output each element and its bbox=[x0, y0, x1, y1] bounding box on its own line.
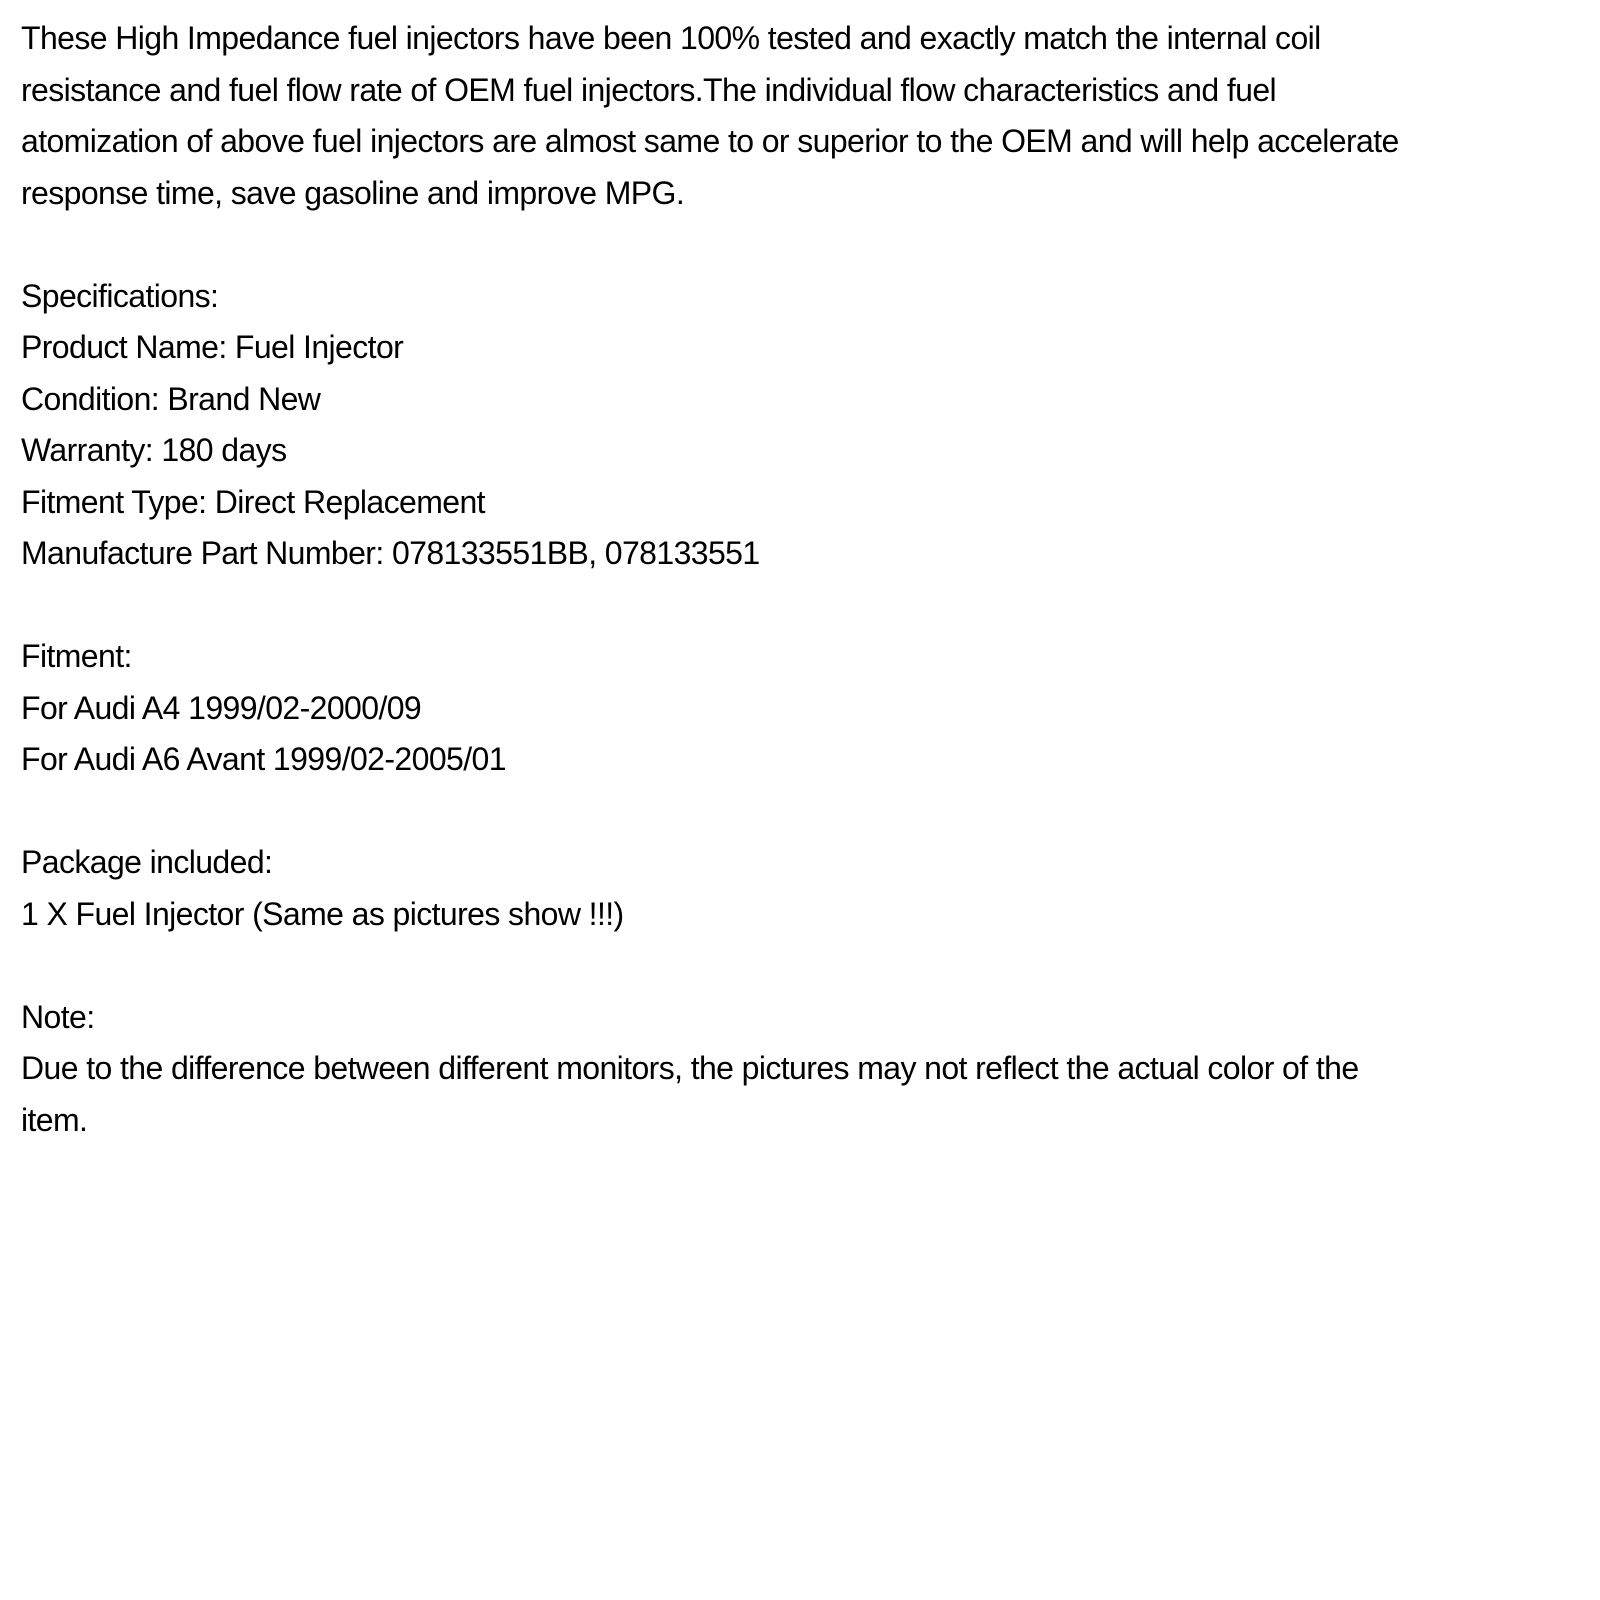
note-line: item. bbox=[21, 1101, 88, 1138]
intro-line: These High Impedance fuel injectors have been 100% tested and exactly match the internal coil bbox=[21, 20, 1321, 56]
package-heading: Package included: bbox=[21, 844, 273, 880]
spec-fitment-type: Fitment Type: Direct Replacement bbox=[21, 483, 485, 520]
fitment-heading: Fitment: bbox=[21, 638, 132, 674]
spec-condition: Condition: Brand New bbox=[21, 380, 321, 417]
fitment-section bbox=[21, 631, 1580, 786]
specifications-heading: Specifications: bbox=[21, 277, 219, 314]
spec-warranty: Warranty: 180 days bbox=[21, 432, 287, 468]
fitment-audi-a6: For Audi A6 Avant 1999/02-2005/01 bbox=[21, 741, 506, 777]
intro-line: resistance and fuel flow rate of OEM fuel injectors.The individual flow characteristics and fuel bbox=[21, 71, 1277, 108]
spec-part-number: Manufacture Part Number: 078133551BB, 078133551 bbox=[21, 535, 760, 571]
package-section bbox=[21, 837, 1580, 940]
spec-product-name: Product Name: Fuel Injector bbox=[21, 329, 404, 365]
note-line: Due to the difference between different monitors, the pictures may not reflect the actual color of the bbox=[21, 1050, 1359, 1086]
intro-line: response time, save gasoline and improve MPG. bbox=[21, 174, 685, 211]
note-heading: Note: bbox=[21, 998, 95, 1035]
note-section bbox=[21, 992, 1580, 1147]
fitment-audi-a4: For Audi A4 1999/02-2000/09 bbox=[21, 689, 422, 726]
intro-line: atomization of above fuel injectors are almost same to or superior to the OEM and will help accelerate bbox=[21, 123, 1399, 159]
specifications-section bbox=[21, 271, 1580, 580]
intro-paragraph bbox=[21, 13, 1580, 219]
package-contents: 1 X Fuel Injector (Same as pictures show !!!) bbox=[21, 895, 624, 932]
